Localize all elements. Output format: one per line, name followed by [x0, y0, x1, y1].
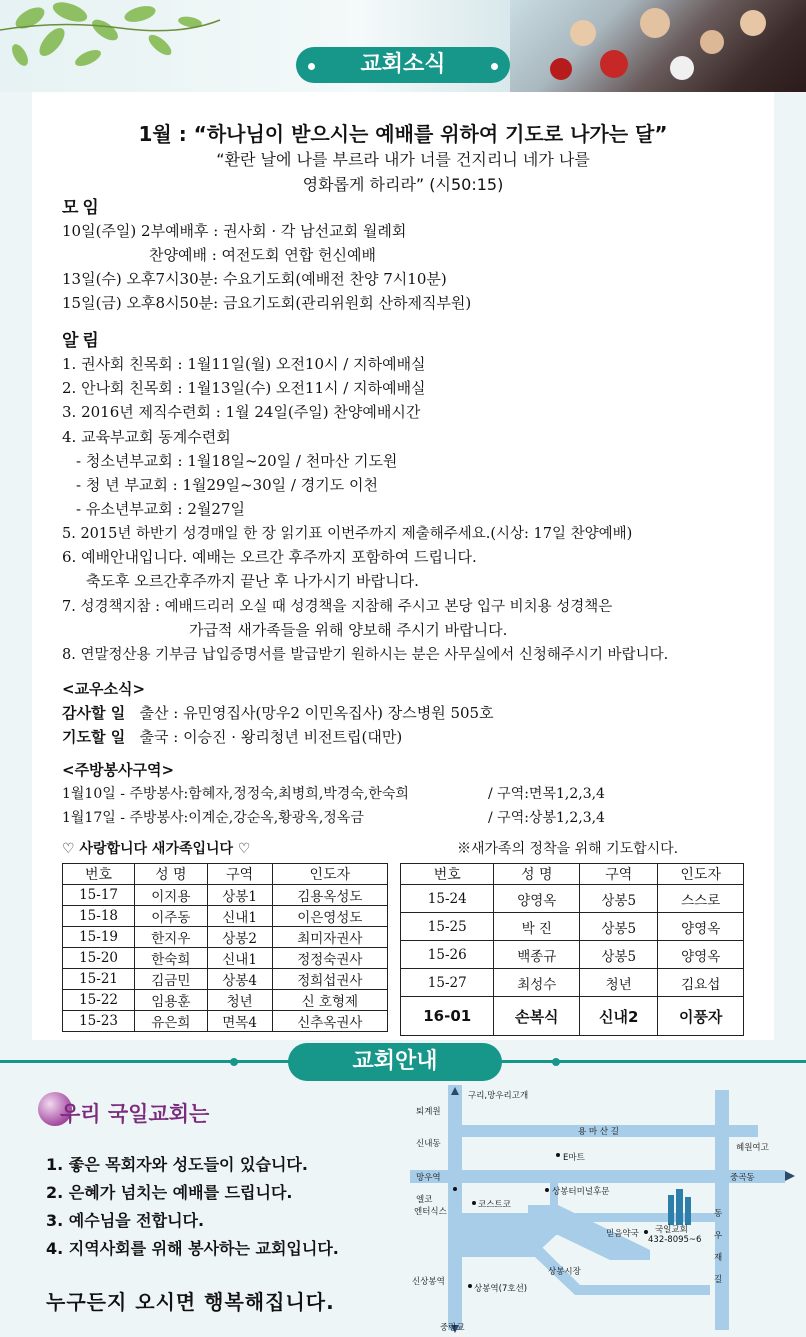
pill-dot-left [230, 1058, 238, 1066]
table-cell: 박 진 [494, 913, 580, 941]
table-cell: 신 호형제 [272, 990, 387, 1011]
table-cell: 15-26 [401, 941, 494, 969]
table-cell: 15-19 [63, 927, 135, 948]
map-label-phone: 432-8095~6 [648, 1235, 702, 1245]
month-theme: 1월 : “하나님이 받으시는 예배를 위하여 기도로 나가는 달” [138, 122, 668, 146]
newcomers-heading: ♡ 사랑합니다 새가족입니다 ♡ [62, 841, 251, 857]
table-cell: 신추옥권사 [272, 1011, 387, 1032]
table-row-highlight [401, 997, 744, 1036]
table-row [63, 927, 388, 948]
map-label-church: 국일교회 [655, 1225, 688, 1235]
table-row [401, 913, 744, 941]
notice-item-cont: 가급적 새가족들을 위해 양보해 주시기 바랍니다. [189, 621, 508, 639]
map-label-terminal: 상봉터미널후문 [552, 1187, 610, 1197]
pill-dot-right [552, 1058, 560, 1066]
map-label-emart: E마트 [563, 1153, 585, 1163]
prayer-text: 출국 : 이승진 · 왕리청년 비전트립(대만) [139, 728, 403, 746]
table-cell: 신내1 [207, 948, 272, 969]
intro-item: 3. 예수님을 전합니다. [46, 1211, 205, 1230]
map-label-sangbong7: 상봉역(7호선) [474, 1284, 528, 1294]
kitchen-row-right: / 구역:면목1,2,3,4 [488, 786, 605, 802]
table-row [63, 948, 388, 969]
kitchen-heading: <주방봉사구역> [62, 761, 175, 779]
table-cell: 유은희 [135, 1011, 207, 1032]
thanks-row [62, 702, 494, 723]
map-label-sinnae: 신내동 [416, 1139, 441, 1149]
notice-item: 8. 연말정산용 기부금 납입증명서를 발급받기 원하시는 분은 사무실에서 신청해주시기 바랍니다. [62, 647, 669, 663]
table-cell: 이풍자 [658, 997, 744, 1036]
table-row [63, 990, 388, 1011]
page-title: 교회소식 [296, 47, 510, 83]
thanks-label: 감사할 일 [62, 704, 126, 722]
table-cell: 청년 [580, 969, 658, 997]
column-header: 번호 [63, 864, 135, 885]
table-cell: 최미자권사 [272, 927, 387, 948]
table-cell: 신내1 [207, 906, 272, 927]
notice-item: 4. 교육부교회 동계수련회 [62, 428, 231, 446]
pill-line-left [238, 1061, 290, 1063]
map-label-mangu: 망우역 [416, 1173, 441, 1183]
table-row [401, 941, 744, 969]
table-cell: 15-27 [401, 969, 494, 997]
table-cell: 청년 [207, 990, 272, 1011]
map-roads [410, 1085, 800, 1335]
map-label-costco: 코스트코 [478, 1200, 511, 1210]
newcomer-table-left [62, 863, 388, 1032]
column-header: 인도자 [272, 864, 387, 885]
table-cell: 상봉4 [207, 969, 272, 990]
column-header: 성 명 [494, 864, 580, 885]
leaves-decoration [0, 0, 240, 80]
prayer-row [62, 726, 402, 747]
table-cell: 최성수 [494, 969, 580, 997]
notice-item: 2. 안나회 친목회 : 1월13일(수) 오전11시 / 지하예배실 [62, 379, 426, 397]
table-cell: 상봉2 [207, 927, 272, 948]
pill-line-right [500, 1061, 552, 1063]
table-row [63, 1011, 388, 1032]
notice-subitem: - 유소년부교회 : 2월27일 [76, 500, 245, 518]
table-cell: 상봉1 [207, 885, 272, 906]
table-header-row [401, 864, 744, 885]
intro-item: 4. 지역사회를 위해 봉사하는 교회입니다. [46, 1239, 339, 1258]
table-cell: 임용훈 [135, 990, 207, 1011]
intro-closing: 누구든지 오시면 행복해집니다. [46, 1290, 335, 1314]
notices-heading: 알림 [62, 331, 103, 351]
notice-item: 3. 2016년 제직수련회 : 1월 24일(주일) 찬양예배시간 [62, 403, 421, 421]
table-cell: 양영옥 [658, 941, 744, 969]
map-label-entertainment: 엔터식스 [414, 1207, 447, 1217]
table-cell: 15-25 [401, 913, 494, 941]
table-cell: 양영옥 [658, 913, 744, 941]
notice-item: 1. 권사회 친목회 : 1월11일(월) 오전10시 / 지하예배실 [62, 355, 426, 373]
map-label-jungnang: 중랑교 [440, 1323, 465, 1333]
table-cell: 김요섭 [658, 969, 744, 997]
table-header-row [63, 864, 388, 885]
table-cell: 15-22 [63, 990, 135, 1011]
header-banner [0, 0, 806, 92]
choir-photo [510, 0, 806, 92]
table-cell: 상봉5 [580, 941, 658, 969]
column-header: 구역 [207, 864, 272, 885]
table-cell: 16-01 [401, 997, 494, 1036]
meeting-item: 15일(금) 오후8시50분: 금요기도회(관리위원회 산하제직부원) [62, 294, 472, 312]
meetings-heading: 모임 [62, 198, 103, 218]
table-cell: 정정숙권사 [272, 948, 387, 969]
table-cell: 김용옥성도 [272, 885, 387, 906]
member-news-heading: <교우소식> [62, 680, 146, 698]
verse-line-2: 영화롭게 하리라” (시50:15) [302, 175, 504, 194]
prayer-label: 기도할 일 [62, 728, 126, 746]
kitchen-row-left: 1월10일 - 주방봉사:함혜자,정정숙,최병희,박경숙,한숙희 [62, 786, 409, 802]
map-label-toegyewon: 퇴계원 [416, 1107, 441, 1117]
table-cell: 백종규 [494, 941, 580, 969]
map-label-guri: 구리,망우리고개 [468, 1091, 529, 1101]
table-cell: 15-17 [63, 885, 135, 906]
table-row [401, 969, 744, 997]
guide-title-pill [230, 1043, 560, 1081]
meeting-item: 13일(수) 오후7시30분: 수요기도회(예배전 찬양 7시10분) [62, 270, 447, 288]
thanks-text: 출산 : 유민영집사(망우2 이민옥집사) 장스병원 505호 [139, 704, 494, 722]
guide-title: 교회안내 [288, 1043, 502, 1081]
table-row [63, 969, 388, 990]
notice-subitem: - 청소년부교회 : 1월18일~20일 / 천마산 기도원 [76, 452, 398, 470]
map-label-pharmacy: 믿음약국 [606, 1229, 639, 1239]
map-label-yongmasan: 용 마 산 길 [578, 1127, 619, 1137]
church-intro [38, 1090, 418, 1336]
table-row [63, 885, 388, 906]
table-cell: 15-18 [63, 906, 135, 927]
notice-item: 7. 성경책지참 : 예배드리러 오실 때 성경책을 지참해 주시고 본당 입구 비치용 성경책은 [62, 599, 613, 615]
notice-item: 6. 예배안내입니다. 예배는 오르간 후주까지 포함하여 드립니다. [62, 548, 477, 566]
news-panel [32, 92, 774, 1040]
intro-heading: 우리 국일교회는 [60, 1102, 210, 1126]
table-cell: 이주동 [135, 906, 207, 927]
table-row [63, 906, 388, 927]
table-cell: 15-24 [401, 885, 494, 913]
intro-item: 2. 은혜가 넘치는 예배를 드립니다. [46, 1183, 293, 1202]
kitchen-row-right: / 구역:상봉1,2,3,4 [488, 810, 605, 826]
church-map [410, 1085, 800, 1335]
table-cell: 한지우 [135, 927, 207, 948]
table-cell: 상봉5 [580, 885, 658, 913]
table-cell: 정희섭권사 [272, 969, 387, 990]
map-label-sinsangbong: 신상봉역 [412, 1277, 445, 1287]
theme-verse [32, 147, 774, 197]
notice-item: 5. 2015년 하반기 성경매일 한 장 읽기표 이번주까지 제출해주세요.(시상: 17일 찬양예배) [62, 526, 633, 542]
table-row [401, 885, 744, 913]
table-cell: 15-21 [63, 969, 135, 990]
table-cell: 스스로 [658, 885, 744, 913]
newcomers-note: ※새가족의 정착을 위해 기도합시다. [457, 841, 679, 857]
column-header: 구역 [580, 864, 658, 885]
table-cell: 15-20 [63, 948, 135, 969]
notice-subitem: - 청 년 부교회 : 1월29일~30일 / 경기도 이천 [76, 476, 378, 494]
map-label-sangbong-market: 상봉시장 [548, 1267, 581, 1277]
table-cell: 이은영성도 [272, 906, 387, 927]
table-cell: 상봉5 [580, 913, 658, 941]
notice-item-cont: 축도후 오르간후주까지 끝난 후 나가시기 바랍니다. [86, 572, 419, 590]
table-cell: 15-23 [63, 1011, 135, 1032]
meeting-item: 10일(주일) 2부예배후 : 권사회 · 각 남선교회 월례회 [62, 222, 407, 240]
meeting-item: 찬양예배 : 여전도회 연합 헌신예배 [149, 246, 376, 264]
column-header: 성 명 [135, 864, 207, 885]
intro-item: 1. 좋은 목회자와 성도들이 있습니다. [46, 1155, 308, 1174]
table-cell: 한숙희 [135, 948, 207, 969]
table-cell: 양영옥 [494, 885, 580, 913]
verse-line-1: “환란 날에 나를 부르라 내가 너를 건지리니 네가 나를 [216, 150, 590, 169]
table-cell: 김금민 [135, 969, 207, 990]
table-cell: 신내2 [580, 997, 658, 1036]
map-label-hyewon: 혜원여고 [736, 1143, 769, 1153]
map-label-yelko: 엘코 [416, 1195, 433, 1205]
column-header: 인도자 [658, 864, 744, 885]
table-cell: 면목4 [207, 1011, 272, 1032]
kitchen-row-left: 1월17일 - 주방봉사:이계순,강순옥,황광옥,정옥금 [62, 810, 364, 826]
table-cell: 이지용 [135, 885, 207, 906]
column-header: 번호 [401, 864, 494, 885]
map-label-junggok: 중곡동 [730, 1173, 755, 1183]
table-cell: 손복식 [494, 997, 580, 1036]
map-label-dongil: 동 우 재 길 [714, 1209, 723, 1285]
newcomer-table-right [400, 863, 744, 1036]
